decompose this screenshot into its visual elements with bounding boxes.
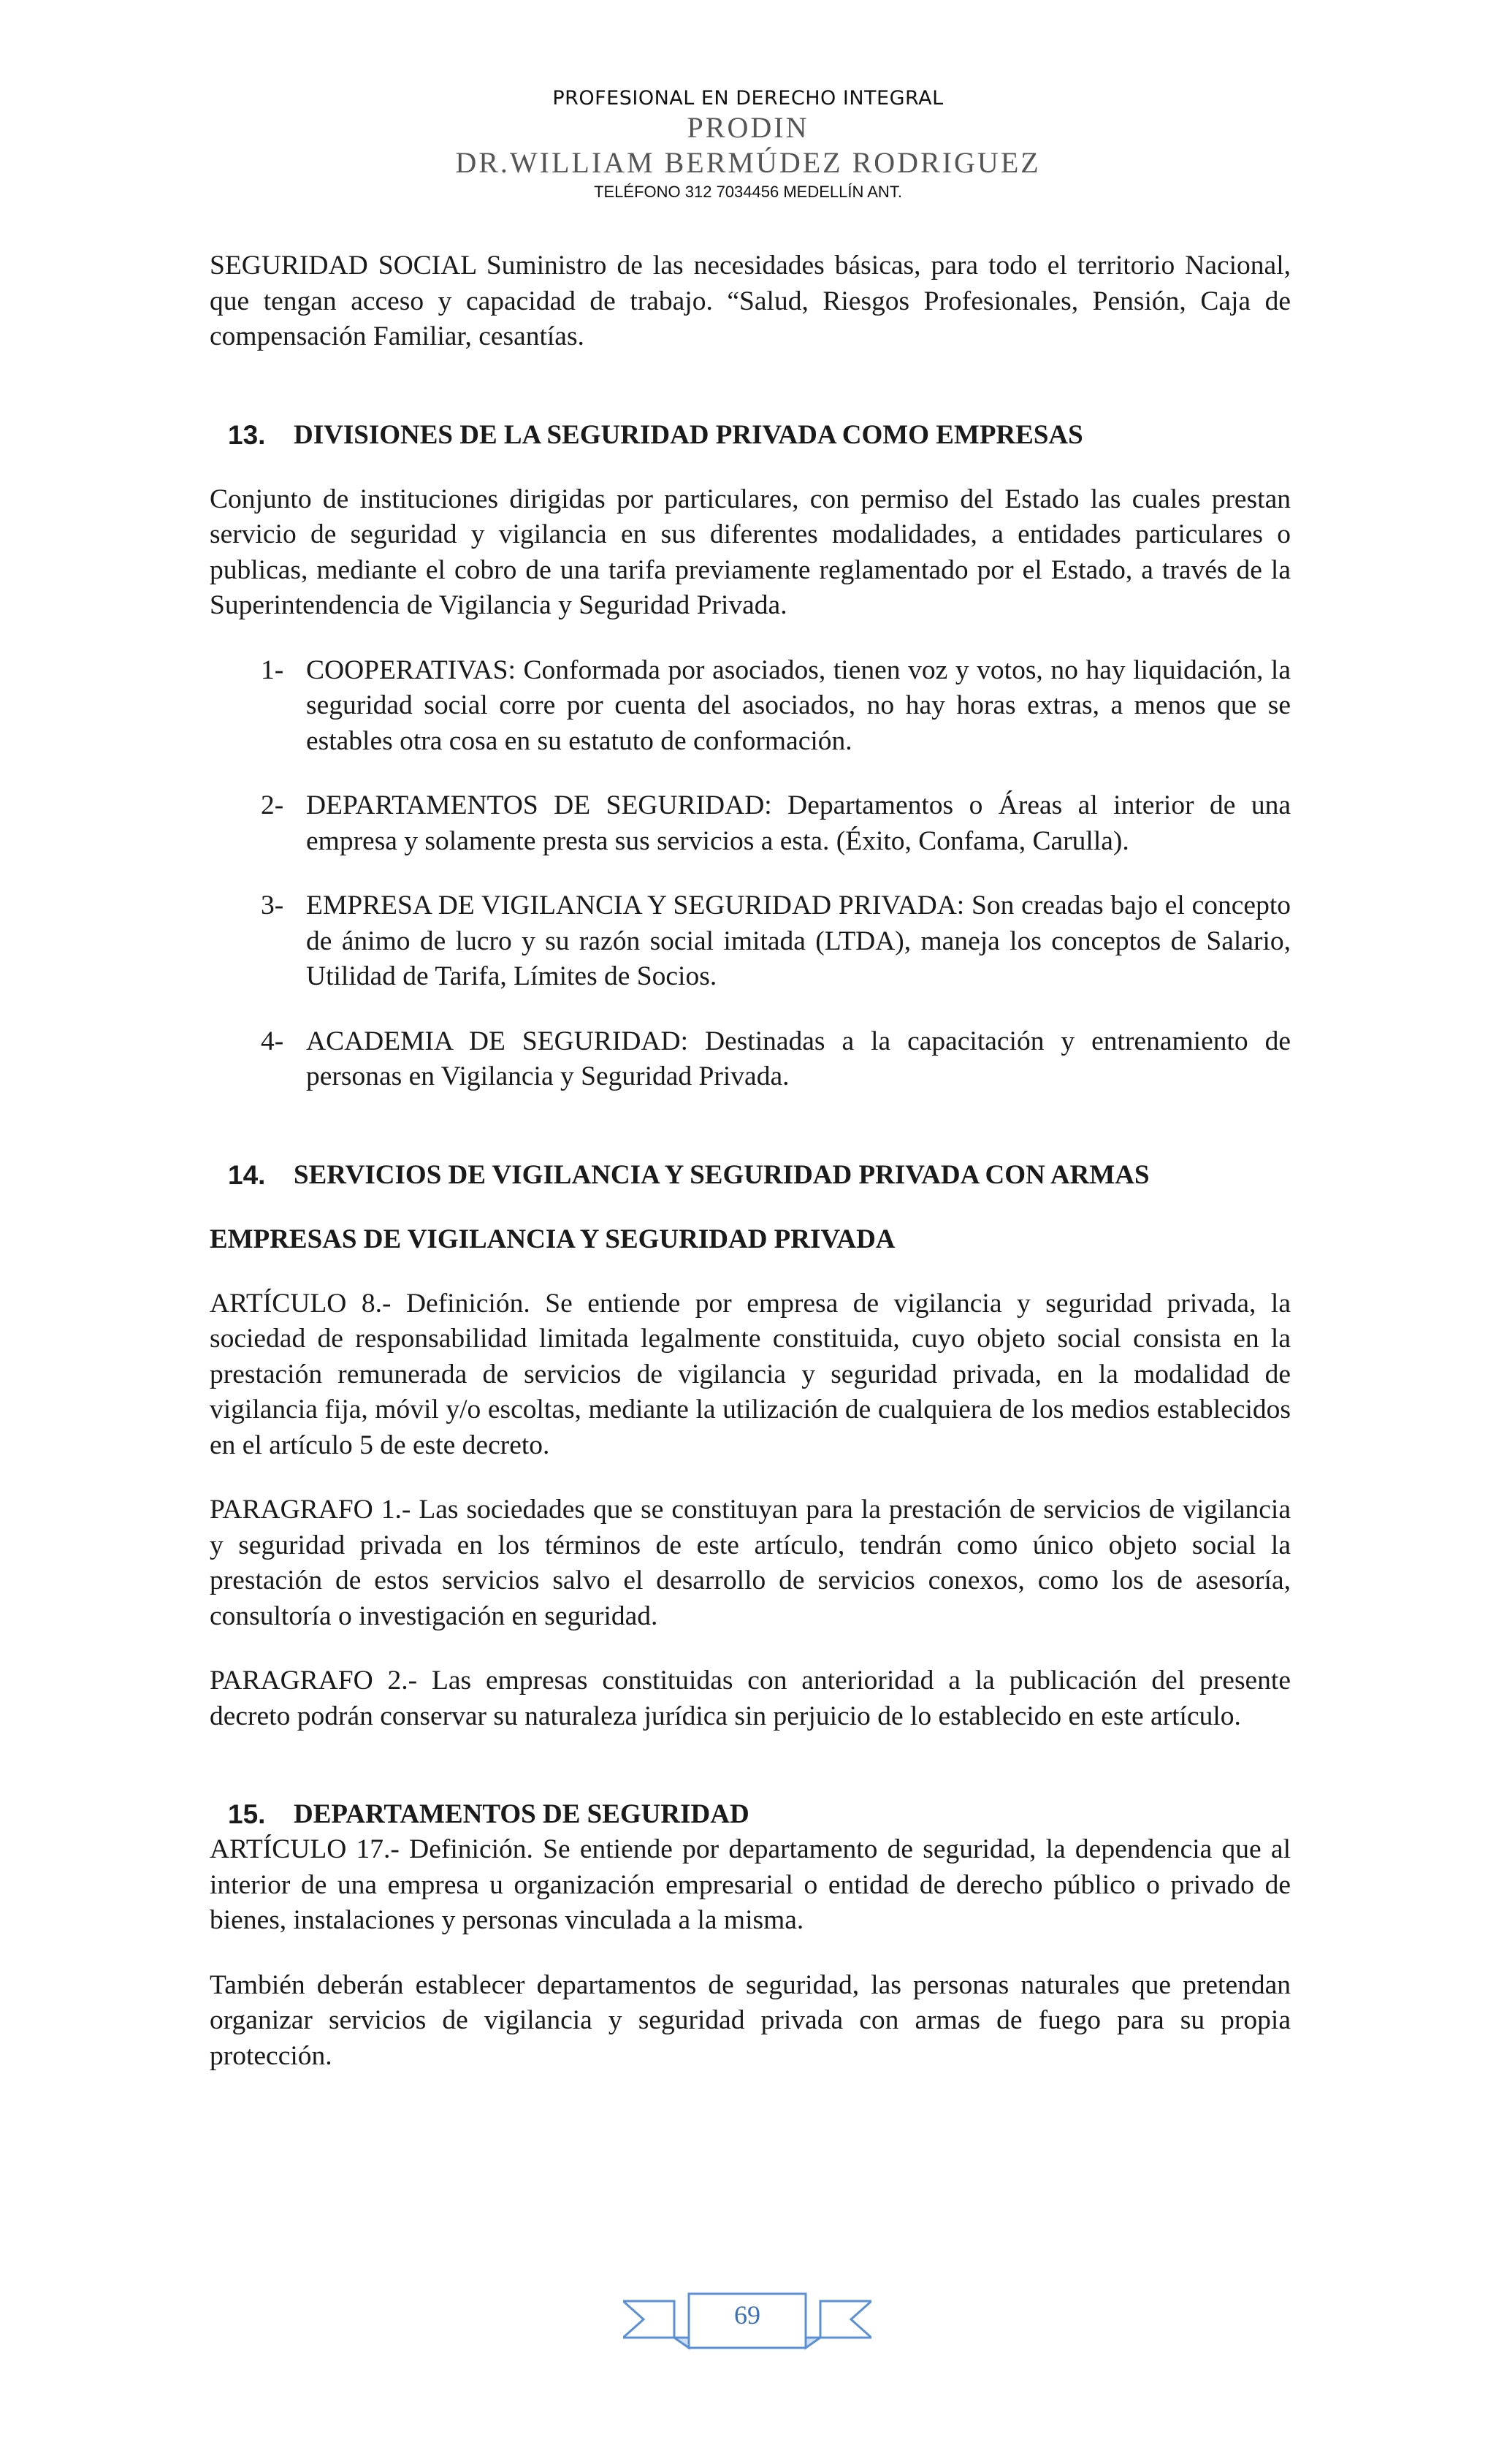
article-17-paragraph: ARTÍCULO 17.- Definición. Se entiende por departamento de seguridad, la dependencia que al interior de una empresa u organización empresarial o entidad de derecho público o privado de bienes, instalaciones y personas vinculada a la misma. bbox=[210, 1834, 1291, 1935]
section-15-title: DEPARTAMENTOS DE SEGURIDAD bbox=[294, 1799, 749, 1829]
section-14-title: SERVICIOS DE VIGILANCIA Y SEGURIDAD PRIVADA CON ARMAS bbox=[294, 1159, 1150, 1190]
section-15-number: 15. bbox=[228, 1799, 266, 1829]
section-15-paragraph: También deberán establecer departamentos de seguridad, las personas naturales que pretendan organizar servicios de vigilancia y seguridad privada con armas de fuego para su propia protección. bbox=[210, 1969, 1291, 2071]
section-14-subheading: EMPRESAS DE VIGILANCIA Y SEGURIDAD PRIVADA bbox=[210, 1224, 896, 1254]
list-item-text: ACADEMIA DE SEGURIDAD: Destinadas a la capacitación y entrenamiento de personas en Vigilancia y Seguridad Privada. bbox=[306, 1026, 1291, 1091]
section-13-number: 13. bbox=[228, 419, 266, 450]
section-13-paragraph: Conjunto de instituciones dirigidas por particulares, con permiso del Estado las cuales prestan servicio de seguridad y vigilancia en sus diferentes modalidades, a entidades particulares o publicas, mediante el cobro de una tarifa previamente reglamentado por el Estado, a través de la Superintendencia de Vigilancia y Seguridad Privada. bbox=[210, 484, 1291, 620]
list-item bbox=[261, 653, 1291, 760]
intro-paragraph: SEGURIDAD SOCIAL Suministro de las necesidades básicas, para todo el territorio Nacional, que tengan acceso y capacidad de trabajo. “Salud, Riesgos Profesionales, Pensión, Caja de compensación Familiar, cesantías. bbox=[210, 251, 1291, 351]
section-13-title: DIVISIONES DE LA SEGURIDAD PRIVADA COMO EMPRESAS bbox=[294, 419, 1083, 450]
list-item-text: EMPRESA DE VIGILANCIA Y SEGURIDAD PRIVADA: Son creadas bajo el concepto de ánimo de lucro y su razón social imitada (LTDA), maneja los conceptos de Salario, Utilidad de Tarifa, Límites de Socios. bbox=[306, 890, 1291, 991]
section-14-number: 14. bbox=[228, 1159, 266, 1190]
list-item-number: 3- bbox=[261, 890, 284, 920]
list-item-text: DEPARTAMENTOS DE SEGURIDAD: Departamentos o Áreas al interior de una empresa y solamente presta sus servicios a esta. (Éxito, Confama, Carulla). bbox=[306, 790, 1291, 856]
header-author: DR.WILLIAM BERMÚDEZ RODRIGUEZ bbox=[455, 146, 1041, 179]
header-firm-name: PROFESIONAL EN DERECHO INTEGRAL bbox=[552, 87, 944, 110]
header-acronym: PRODIN bbox=[687, 111, 809, 144]
page-number: 69 bbox=[734, 2300, 760, 2330]
article-8-paragraph: ARTÍCULO 8.- Definición. Se entiende por empresa de vigilancia y seguridad privada, la sociedad de responsabilidad limitada legalmente constituida, cuyo objeto social consista en la prestación remunerada de servicios de vigilancia y seguridad privada, en la modalidad de vigilancia fija, móvil y/o escoltas, mediante la utilización de cualquiera de los medios establecidos en el artículo 5 de este decreto. bbox=[210, 1288, 1291, 1460]
list-item-number: 2- bbox=[261, 790, 284, 820]
paragrafo-2: PARAGRAFO 2.- Las empresas constituidas con anterioridad a la publicación del presente decreto podrán conservar su naturaleza jurídica sin perjuicio de lo establecido en este artículo. bbox=[210, 1666, 1291, 1731]
page-number-ribbon bbox=[623, 2292, 871, 2351]
section-15-heading bbox=[210, 1797, 1291, 1832]
paragrafo-1: PARAGRAFO 1.- Las sociedades que se constituyan para la prestación de servicios de vigilancia y seguridad privada en los términos de este artículo, tendrán como único objeto social la prestación de estos servicios salvo el desarrollo de servicios conexos, como los de asesoría, consultoría o investigación en seguridad. bbox=[210, 1495, 1291, 1631]
list-item bbox=[261, 888, 1291, 995]
list-item-number: 1- bbox=[261, 655, 284, 685]
document-body bbox=[210, 248, 1291, 2074]
list-item-number: 4- bbox=[261, 1026, 284, 1056]
list-item bbox=[261, 1024, 1291, 1095]
list-item-text: COOPERATIVAS: Conformada por asociados, tienen voz y votos, no hay liquidación, la seguridad social corre por cuenta del asociados, no hay horas extras, a menos que se estables otra cosa en su estatuto de conformación. bbox=[306, 655, 1291, 756]
list-item bbox=[261, 788, 1291, 859]
header-phone: TELÉFONO 312 7034456 MEDELLÍN ANT. bbox=[594, 183, 902, 201]
page-header bbox=[0, 86, 1496, 203]
section-13-heading bbox=[210, 418, 1291, 453]
section-14-heading bbox=[210, 1158, 1291, 1193]
